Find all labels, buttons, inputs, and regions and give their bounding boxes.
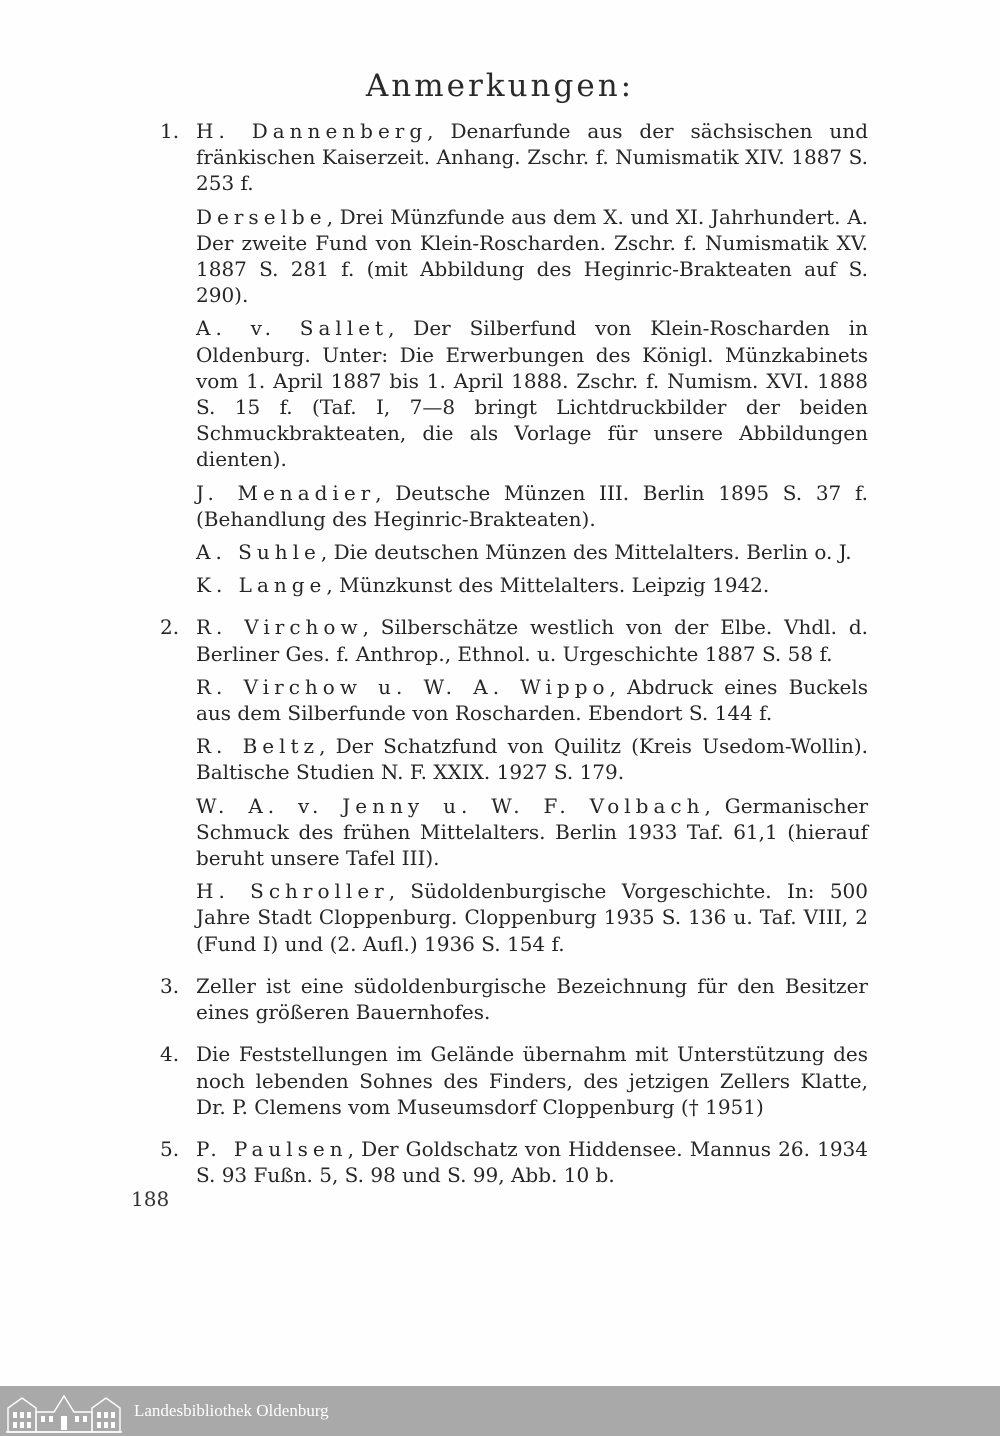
note-text: Die Feststellungen im Gelände übernahm mit Unterstützung des noch lebenden Sohnes des Finders, des jetzigen Zellers Klatte, Dr. P. Clemens vom Museumsdorf Cloppenburg († 1951) xyxy=(196,1042,868,1119)
note-4 xyxy=(160,1041,868,1127)
library-name: Landesbibliothek Oldenburg xyxy=(134,1401,329,1420)
note-body xyxy=(196,973,868,1032)
reference-entry xyxy=(196,878,868,957)
reference-author: A. v. Sallet xyxy=(196,316,389,341)
reference-entry xyxy=(196,204,868,309)
reference-text: , Die deutschen Münzen des Mittelalters. Berlin o. J. xyxy=(320,540,852,565)
reference-text: , Deutsche Münzen III. Berlin 1895 S. 37 f. (Behandlung des Heginric-Brakteaten). xyxy=(196,480,868,531)
library-building-icon xyxy=(4,1388,124,1434)
reference-entry xyxy=(196,572,868,598)
note-1 xyxy=(160,118,868,605)
reference-entry xyxy=(196,1136,868,1188)
page-title: Anmerkungen: xyxy=(365,68,635,104)
reference-entry xyxy=(196,793,868,872)
reference-entry xyxy=(196,674,868,726)
reference-author: H. Dannenberg xyxy=(196,119,428,143)
reference-author: R. Beltz xyxy=(196,734,320,759)
note-number: 3. xyxy=(160,973,180,998)
reference-author: H. Schroller xyxy=(196,879,389,904)
reference-text: , Silberschätze westlich von der Elbe. Vhdl. d. Berliner Ges. f. Anthrop., Ethnol. u. Urgeschichte 1887 S. 58 f. xyxy=(196,615,868,666)
reference-entry xyxy=(196,118,868,197)
reference-text: , Der Silberfund von Klein-Roscharden in Oldenburg. Unter: Die Erwerbungen des Königl. Münzkabinets vom 1. April 1887 bis 1. April 1888. Zschr. f. Numism. XVI. 1888 S. 15 f. (Taf. I, 7—8 bringt Lichtdruckbilder der beiden Schmuckbrakteaten, die als Vorlage für unsere Abbildungen dienten). xyxy=(196,316,868,472)
note-2 xyxy=(160,614,868,963)
reference-text: , Abdruck eines Buckels aus dem Silberfunde von Roscharden. Ebendort S. 144 f. xyxy=(196,674,868,726)
reference-text: , Germanischer Schmuck des frühen Mittelalters. Berlin 1933 Taf. 61,1 (hierauf beruht unsere Tafel III). xyxy=(196,793,869,871)
reference-entry xyxy=(196,480,868,532)
note-body xyxy=(196,614,868,963)
note-number: 2. xyxy=(160,615,180,640)
reference-author: R. Virchow u. W. A. Wippo xyxy=(196,674,610,699)
reference-author: Derselbe xyxy=(196,204,327,229)
reference-entry xyxy=(196,733,868,785)
note-body xyxy=(196,1136,868,1195)
reference-text: , Denarfunde aus der sächsischen und fränkischen Kaiserzeit. Anhang. Zschr. f. Numismatik XIV. 1887 S. 253 f. xyxy=(196,119,868,196)
reference-entry xyxy=(196,315,868,472)
note-3 xyxy=(160,973,868,1032)
page-number: 188 xyxy=(131,1187,170,1211)
reference-author: W. A. v. Jenny u. W. F. Volbach xyxy=(196,793,705,818)
library-footer-bar xyxy=(0,1386,1000,1436)
reference-author: K. Lange xyxy=(196,573,327,598)
reference-author: P. Paulsen xyxy=(196,1136,348,1161)
reference-text: , Südoldenburgische Vorgeschichte. In: 500 Jahre Stadt Cloppenburg. Cloppenburg 1935 S. 136 u. Taf. VIII, 2 (Fund I) und (2. Aufl.) 1936 S. 154 f. xyxy=(196,879,868,956)
note-body xyxy=(196,1041,868,1127)
reference-entry xyxy=(196,614,868,666)
note-text: Zeller ist eine südoldenburgische Bezeichnung für den Besitzer eines größeren Bauernhofes. xyxy=(196,973,868,1025)
reference-author: J. Menadier xyxy=(196,480,376,505)
reference-text: , Drei Münzfunde aus dem X. und XI. Jahrhundert. A. Der zweite Fund von Klein-Roscharden. Zschr. f. Numismatik XV. 1887 S. 281 f. (mit Abbildung des Heginric-Brakteaten auf S. 290). xyxy=(196,204,868,308)
note-number: 1. xyxy=(160,119,180,143)
notes-list xyxy=(160,118,868,1204)
reference-text: , Der Goldschatz von Hiddensee. Mannus 26. 1934 S. 93 Fußn. 5, S. 98 und S. 99, Abb. 10 b. xyxy=(196,1136,868,1188)
note-number: 5. xyxy=(160,1136,180,1161)
reference-text: , Der Schatzfund von Quilitz (Kreis Usedom-Wollin). Baltische Studien N. F. XXIX. 1927 S. 179. xyxy=(196,734,868,785)
reference-text: , Münzkunst des Mittelalters. Leipzig 1942. xyxy=(326,573,770,598)
reference-author: R. Virchow xyxy=(196,615,363,640)
note-5 xyxy=(160,1136,868,1195)
reference-entry xyxy=(196,539,868,565)
note-body xyxy=(196,118,868,605)
reference-author: A. Suhle xyxy=(196,540,321,565)
note-number: 4. xyxy=(160,1042,180,1067)
